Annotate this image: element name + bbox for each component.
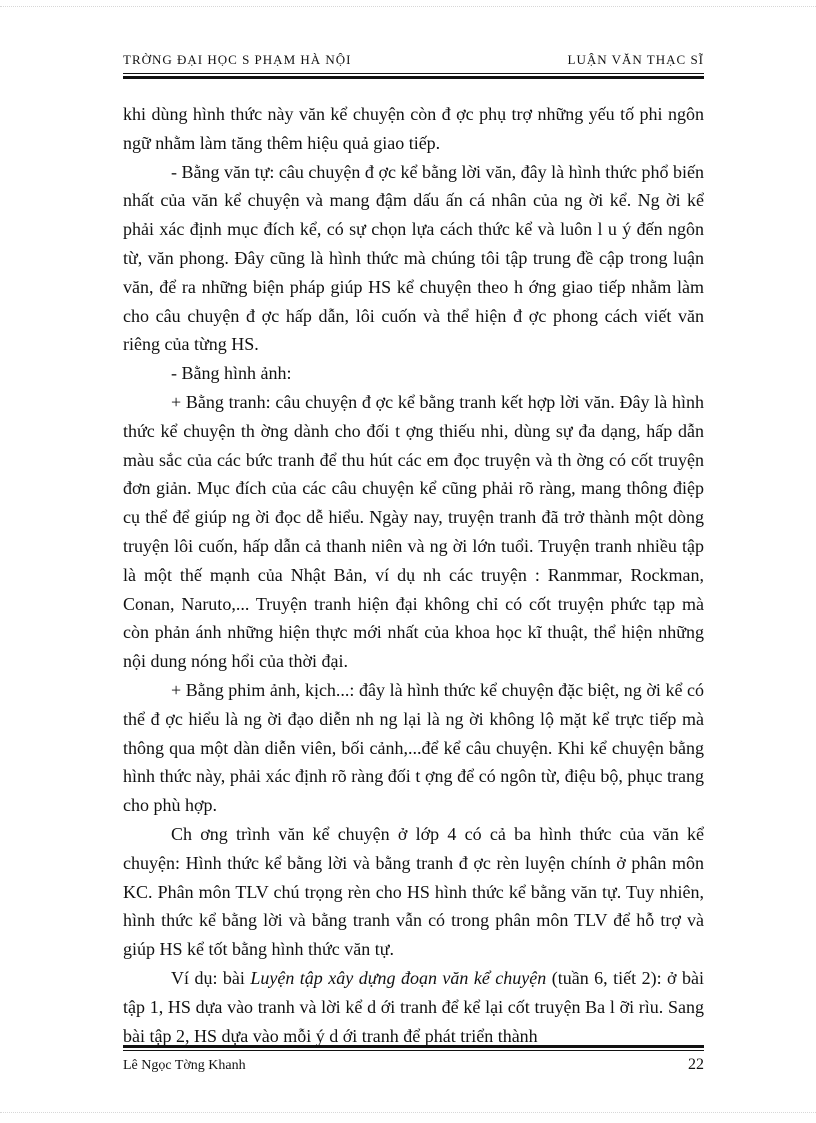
header-rule-thin [123,73,704,74]
paragraph-5: + Bằng phim ảnh, kịch...: đây là hình thức kể chuyện đặc biệt, ng ời kể có thể đ ợc hiểu là ng ời đạo diễn nh ng lại là ng ời không lộ mặt kể trực tiếp mà thông qua một dàn diễn viên, bối cảnh,...để kể câu chuyện. Khi kể chuyện bằng hình thức này, phải xác định rõ ràng đối t ợng để có ngôn từ, điệu bộ, phục trang cho phù hợp. [123,679,704,816]
body-text [123,100,704,1050]
paragraph-7 [123,964,704,1050]
header-thesis-type: LUẬN VĂN THẠC SĨ [567,52,704,67]
paragraph-7-before: Ví dụ: bài [171,967,251,988]
page-header [123,52,704,72]
paragraph-6: Ch ơng trình văn kể chuyện ở lớp 4 có cả ba hình thức của văn kể chuyện: Hình thức kể bằng lời và bằng tranh đ ợc rèn luyện chính ở phân môn KC. Phân môn TLV chú trọng rèn cho HS hình thức kể bằng văn tự. Tuy nhiên, hình thức kể bằng lời và bằng tranh vẫn có trong phân môn TLV để hỗ trợ và giúp HS kể tốt bằng hình thức văn tự. [123,823,704,960]
footer-author: Lê Ngọc Tờng Khanh [123,1058,246,1073]
scan-dotted-border-top [0,6,816,8]
paragraph-4: + Bằng tranh: câu chuyện đ ợc kể bằng tranh kết hợp lời văn. Đây là hình thức kể chuyện th ờng dành cho đối t ợng thiếu nhi, dùng sự đa dạng, hấp dẫn màu sắc của các bức tranh để thu hút các em đọc truyện và th ờng có cốt truyện đơn giản. Mục đích của các câu chuyện kể cũng phải rõ ràng, mang thông điệp cụ thể để giúp ng ời đọc dễ hiểu. Ngày nay, truyện tranh đã trở thành một dòng truyện lôi cuốn, hấp dẫn cả thanh niên và ng ời lớn tuổi. Truyện tranh nhiều tập là một thế mạnh của Nhật Bản, ví dụ nh các truyện : Ranmmar, Rockman, Conan, Naruto,... Truyện tranh hiện đại không chỉ có cốt truyện phức tạp mà còn phản ánh những hiện thực mới nhất của khoa học kĩ thuật, thể hiện những nội dung nóng hổi của thời đại. [123,391,704,672]
header-rule-thick [123,76,704,79]
footer-rule-thick [123,1045,704,1048]
footer-rule-thin [123,1050,704,1051]
lesson-title-italic: Luyện tập xây dựng đoạn văn kể chuyện [250,967,547,988]
paragraph-3: - Bằng hình ảnh: [171,363,292,384]
paragraph-2: - Bằng văn tự: câu chuyện đ ợc kể bằng lời văn, đây là hình thức phổ biến nhất của văn kể chuyện và mang đậm dấu ấn cá nhân của ng ời kể. Ng ời kể phải xác định mục đích kể, có sự chọn lựa cách thức kể và luôn l u ý đến ngôn từ, văn phong. Đây cũng là hình thức mà chúng tôi tập trung đề cập trong luận văn, để ra những biện pháp giúp HS kể chuyện theo h ớng giao tiếp nhằm làm cho câu chuyện đ ợc hấp dẫn, lôi cuốn và thể hiện đ ợc phong cách viết văn riêng của từng HS. [123,161,704,355]
header-university: TRỜNG ĐẠI HỌC S PHẠM HÀ NỘI [123,52,352,67]
scan-dotted-border-bottom [0,1112,816,1114]
paragraph-1: khi dùng hình thức này văn kể chuyện còn đ ợc phụ trợ những yếu tố phi ngôn ngữ nhằm làm tăng thêm hiệu quả giao tiếp. [123,104,704,153]
paragraph-7-after: (tuần 6, tiết 2): ở bài tập 1, HS dựa vào tranh và lời kể d ới tranh để kể lại cốt truyện Ba l ỡi rìu. Sang bài tập 2, HS dựa vào mỗi ý d ới tranh để phát triển thành [123,967,704,1046]
page-number: 22 [688,1056,704,1073]
